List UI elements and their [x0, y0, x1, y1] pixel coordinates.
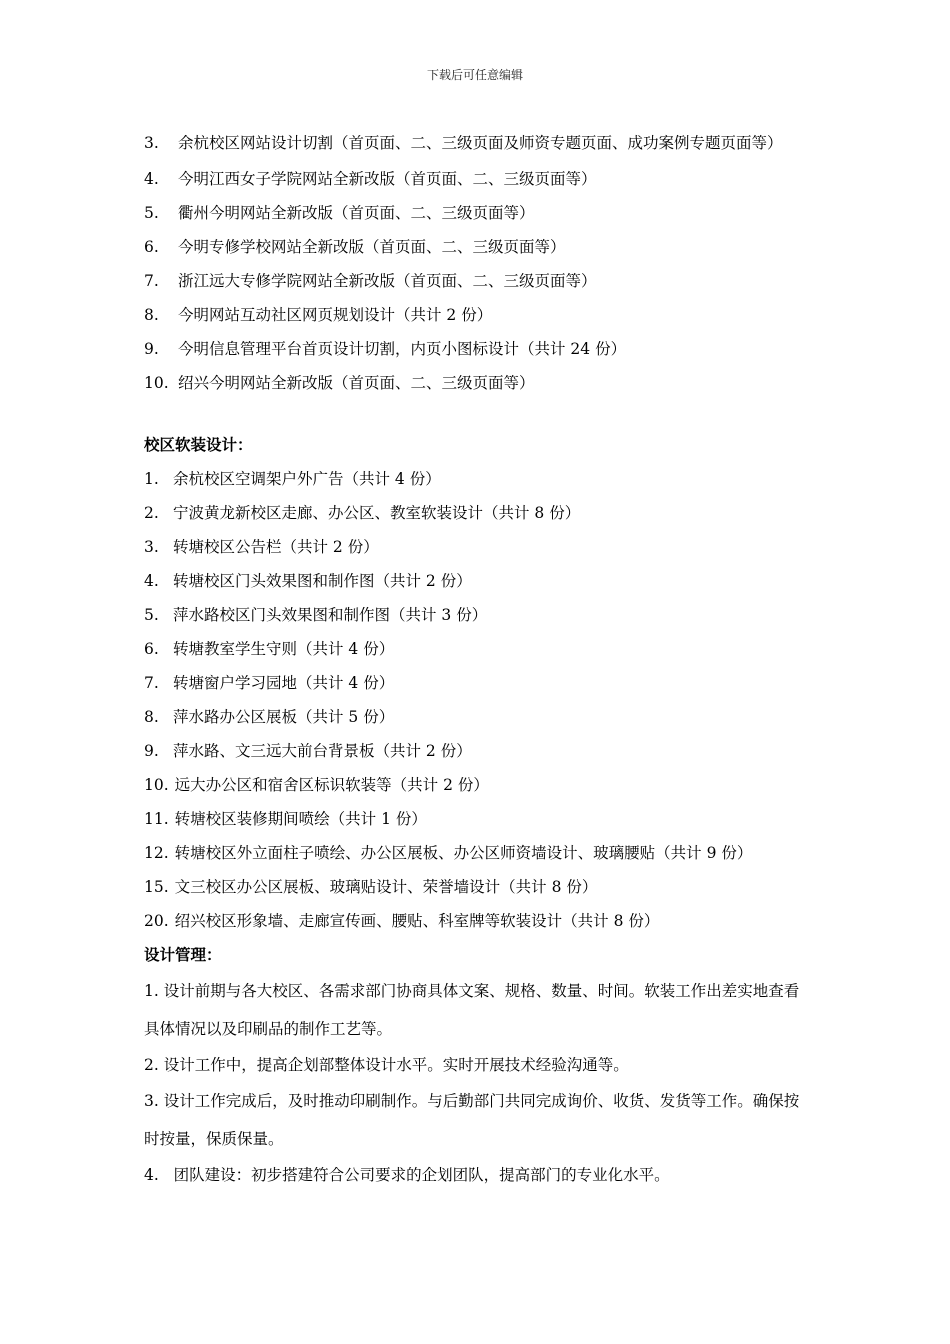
list-item — [144, 230, 814, 264]
website-design-list — [144, 124, 814, 400]
item-text: 转塘校区外立面柱子喷绘、办公区展板、办公区师资墙设计、玻璃腰贴（共计 9 份） — [174, 844, 753, 862]
item-number: 5. — [144, 204, 159, 222]
item-text: 余杭校区网站设计切割（首页面、二、三级页面及师资专题页面、成功案例专题页面等） — [178, 134, 783, 152]
item-number: 12. — [144, 844, 169, 862]
management-paragraph-4: 4. 团队建设：初步搭建符合公司要求的企划团队，提高部门的专业化水平。 — [144, 1166, 670, 1184]
item-number: 4. — [144, 572, 159, 590]
list-item — [144, 666, 814, 700]
item-text: 转塘窗户学习园地（共计 4 份） — [173, 674, 395, 692]
item-number: 10. — [144, 374, 169, 392]
item-number: 1. — [144, 470, 159, 488]
section-heading-design-management: 设计管理： — [144, 945, 222, 964]
item-number: 2. — [144, 504, 159, 522]
item-number: 4. — [144, 170, 159, 188]
list-item — [144, 802, 814, 836]
item-text: 余杭校区空调架户外广告（共计 4 份） — [173, 470, 441, 488]
list-item — [144, 870, 814, 904]
item-number: 3. — [144, 134, 159, 152]
item-text: 文三校区办公区展板、玻璃贴设计、荣誉墙设计（共计 8 份） — [174, 878, 598, 896]
list-item — [144, 700, 814, 734]
item-text: 绍兴校区形象墙、走廊宣传画、腰贴、科室牌等软装设计（共计 8 份） — [174, 912, 660, 930]
item-text: 今明网站互动社区网页规划设计（共计 2 份） — [178, 306, 493, 324]
item-number: 5. — [144, 606, 159, 624]
management-paragraph-3: 3. 设计工作完成后，及时推动印刷制作。与后勤部门共同完成询价、收货、发货等工作。确保按时按量，保质保量。 — [144, 1092, 800, 1148]
list-item — [144, 196, 814, 230]
list-item — [144, 632, 814, 666]
list-item — [144, 462, 814, 496]
list-item — [144, 836, 814, 870]
list-item — [144, 564, 814, 598]
item-number: 6. — [144, 640, 159, 658]
list-item — [144, 530, 814, 564]
list-item — [144, 298, 814, 332]
item-text: 萍水路校区门头效果图和制作图（共计 3 份） — [173, 606, 488, 624]
soft-design-list — [144, 462, 814, 938]
item-text: 宁波黄龙新校区走廊、办公区、教室软装设计（共计 8 份） — [173, 504, 581, 522]
item-number: 15. — [144, 878, 169, 896]
item-text: 萍水路、文三远大前台背景板（共计 2 份） — [173, 742, 472, 760]
item-text: 绍兴今明网站全新改版（首页面、二、三级页面等） — [178, 374, 535, 392]
item-text: 转塘校区门头效果图和制作图（共计 2 份） — [173, 572, 472, 590]
item-number: 10. — [144, 776, 169, 794]
item-text: 远大办公区和宿舍区标识软装等（共计 2 份） — [174, 776, 489, 794]
management-paragraph-2: 2. 设计工作中，提高企划部整体设计水平。实时开展技术经验沟通等。 — [144, 1056, 629, 1074]
list-item — [144, 162, 814, 196]
item-text: 今明专修学校网站全新改版（首页面、二、三级页面等） — [178, 238, 566, 256]
list-item — [144, 332, 814, 366]
item-text: 转塘教室学生守则（共计 4 份） — [173, 640, 395, 658]
list-item — [144, 366, 814, 400]
list-item — [144, 496, 814, 530]
item-number: 11. — [144, 810, 169, 828]
spacer — [144, 400, 814, 428]
item-number: 6. — [144, 238, 159, 256]
section-heading-soft-design: 校区软装设计： — [144, 435, 253, 454]
list-item — [144, 904, 814, 938]
item-text: 今明江西女子学院网站全新改版（首页面、二、三级页面等） — [178, 170, 597, 188]
list-item — [144, 598, 814, 632]
item-number: 3. — [144, 538, 159, 556]
page-header: 下载后可任意编辑 — [426, 68, 523, 82]
item-text: 转塘校区装修期间喷绘（共计 1 份） — [174, 810, 427, 828]
item-number: 7. — [144, 674, 159, 692]
item-number: 8. — [144, 306, 159, 324]
item-number: 7. — [144, 272, 159, 290]
item-text: 浙江远大专修学院网站全新改版（首页面、二、三级页面等） — [178, 272, 597, 290]
item-text: 转塘校区公告栏（共计 2 份） — [173, 538, 379, 556]
document-body — [144, 124, 814, 1192]
management-paragraph-1: 1. 设计前期与各大校区、各需求部门协商具体文案、规格、数量、时间。软装工作出差实地查看具体情况以及印刷品的制作工艺等。 — [144, 982, 800, 1038]
list-item — [144, 768, 814, 802]
item-number: 20. — [144, 912, 169, 930]
item-number: 9. — [144, 742, 159, 760]
item-number: 9. — [144, 340, 159, 358]
item-number: 8. — [144, 708, 159, 726]
item-text: 萍水路办公区展板（共计 5 份） — [173, 708, 395, 726]
list-item — [144, 124, 814, 162]
list-item — [144, 734, 814, 768]
list-item — [144, 264, 814, 298]
item-text: 今明信息管理平台首页设计切割，内页小图标设计（共计 24 份） — [178, 340, 627, 358]
item-text: 衢州今明网站全新改版（首页面、二、三级页面等） — [178, 204, 535, 222]
